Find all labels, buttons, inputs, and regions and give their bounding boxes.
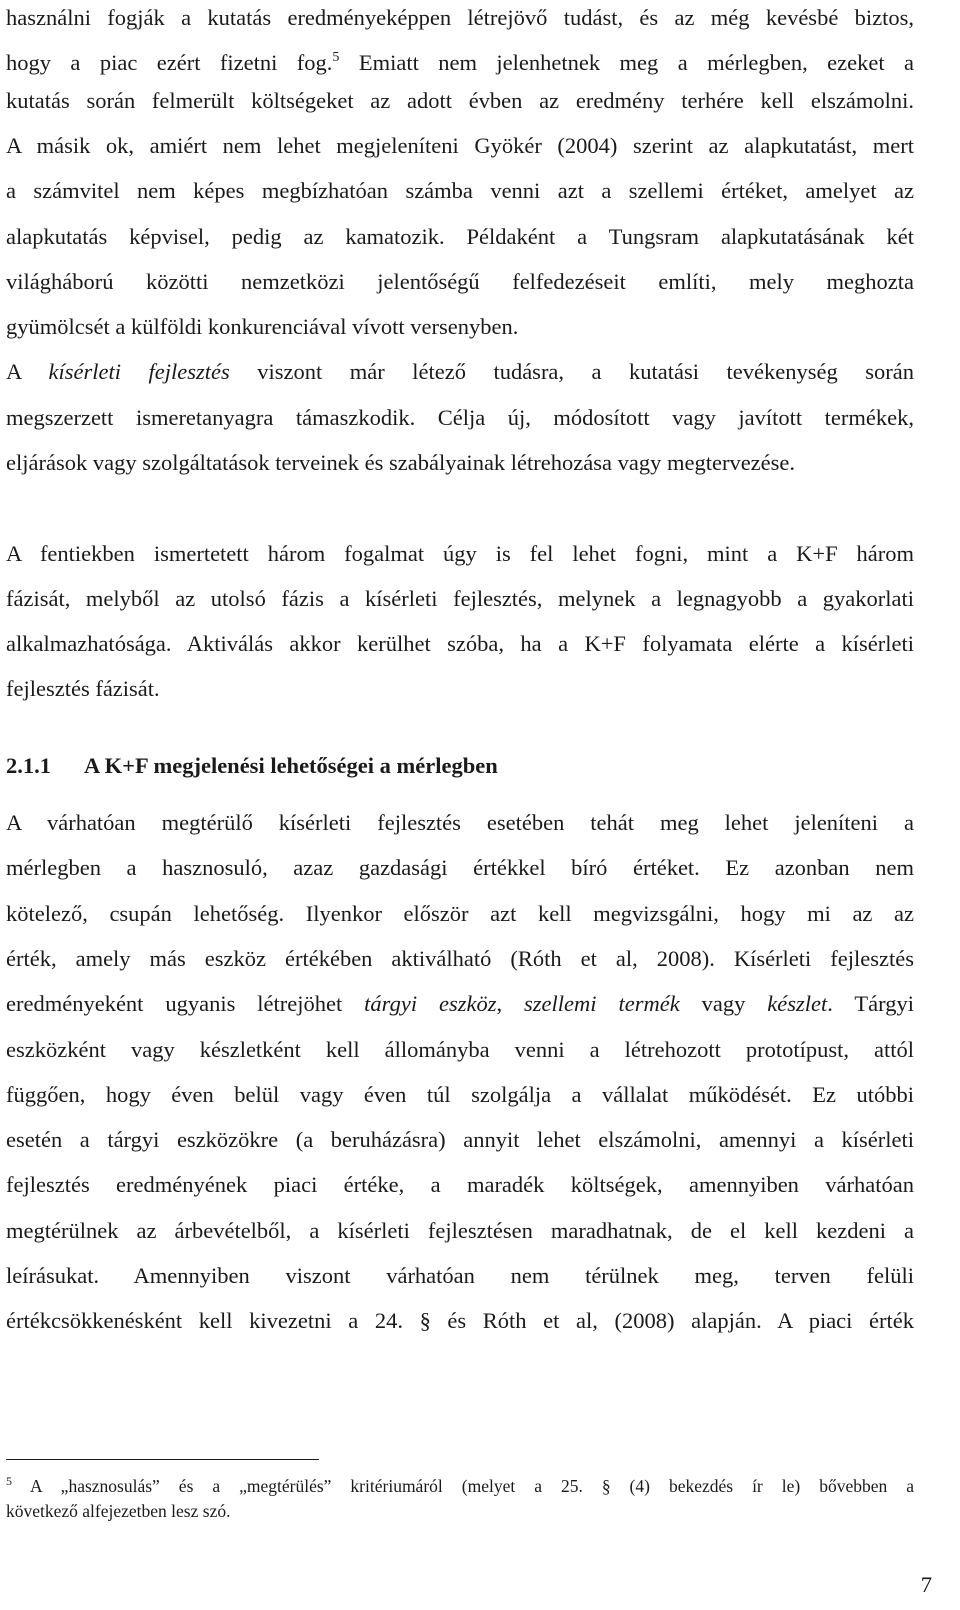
section-line: A várhatóan megtérülő kísérleti fejlesztés esetében tehát meg lehet jeleníteni a — [6, 810, 914, 835]
section-line: értékcsökkenésként kell kivezetni a 24. § és Róth et al, (2008) alapján. A piaci érték — [6, 1308, 914, 1333]
body-line: használni fogják a kutatás eredményeképpen létrejövő tudást, és az még kevésbé biztos, — [6, 5, 914, 30]
body-line: fázisát, melyből az utolsó fázis a kísérleti fejlesztés, melynek a legnagyobb a gyakorlati — [6, 586, 914, 611]
section-line: fejlesztés eredményének piaci értéke, a maradék költségek, amennyiben várhatóan — [6, 1172, 914, 1197]
body-line: a számvitel nem képes megbízhatóan számba venni azt a szellemi értéket, amelyet az — [6, 178, 914, 203]
emphasis-term: kísérleti fejlesztés — [48, 359, 230, 384]
section-title: A K+F megjelenési lehetőségei a mérlegben — [84, 753, 498, 778]
footnote-separator — [6, 1459, 319, 1460]
body-line: fejlesztés fázisát. — [6, 676, 160, 701]
body-line: világháború közötti nemzetközi jelentőségű felfedezéseit említi, mely meghozta — [6, 269, 914, 294]
section-line: megtérülnek az árbevételből, a kísérleti fejlesztésen maradhatnak, de el kell kezdeni a — [6, 1218, 914, 1243]
section-line: érték, amely más eszköz értékében aktiválható (Róth et al, 2008). Kísérleti fejlesztés — [6, 946, 914, 971]
body-line: A másik ok, amiért nem lehet megjeleníteni Gyökér (2004) szerint az alapkutatást, mert — [6, 133, 914, 158]
footnote-line: következő alfejezetben lesz szó. — [6, 1501, 231, 1521]
section-line: eszközként vagy készletként kell állományba venni a létrehozott prototípust, attól — [6, 1037, 914, 1062]
footnote-line: $^5$ A „hasznosulás” és a „megtérülés” kritériumáról (melyet a 25. § (4) bekezdés ír le) bővebben a — [6, 1474, 914, 1496]
footnote-reference[interactable]: 5 — [332, 50, 340, 65]
section-line: mérlegben a hasznosuló, azaz gazdasági értékkel bíró értéket. Ez azonban nem — [6, 855, 914, 880]
section-line: esetén a tárgyi eszközökre (a beruházásra) annyit lehet elszámolni, amennyi a kísérleti — [6, 1127, 914, 1152]
body-line: A kísérleti fejlesztés viszont már létező tudásra, a kutatási tevékenység során — [6, 359, 914, 384]
section-heading — [6, 751, 914, 781]
emphasis-term: szellemi termék — [524, 991, 680, 1016]
body-line: hogy a piac ezért fizetni fog.$^5$ Emiatt nem jelenhetnek meg a mérlegben, ezeket a — [6, 50, 914, 75]
section-line: kötelező, csupán lehetőség. Ilyenkor először azt kell megvizsgálni, hogy mi az az — [6, 901, 914, 926]
section-number: 2.1.1 — [6, 753, 51, 778]
body-line: kutatás során felmerült költségeket az adott évben az eredmény terhére kell elszámolni. — [6, 88, 914, 113]
body-line: A fentiekben ismertetett három fogalmat úgy is fel lehet fogni, mint a K+F három — [6, 541, 914, 566]
page-number: 7 — [920, 1572, 932, 1597]
section-line: leírásukat. Amennyiben viszont várhatóan nem térülnek meg, terven felüli — [6, 1263, 914, 1288]
body-line: alapkutatás képvisel, pedig az kamatozik. Példaként a Tungsram alapkutatásának két — [6, 224, 914, 249]
emphasis-term: készlet — [767, 991, 828, 1016]
section-line: függően, hogy éven belül vagy éven túl szolgálja a vállalat működését. Ez utóbbi — [6, 1082, 914, 1107]
section-line: eredményeként ugyanis létrejöhet tárgyi eszköz, szellemi termék vagy készlet. Tárgyi — [6, 991, 914, 1016]
footnote-marker: 5 — [6, 1474, 12, 1488]
emphasis-term: tárgyi eszköz — [364, 991, 497, 1016]
body-line: alkalmazhatósága. Aktiválás akkor kerülhet szóba, ha a K+F folyamata elérte a kísérleti — [6, 631, 914, 656]
body-line: gyümölcsét a külföldi konkurenciával vívott versenyben. — [6, 314, 519, 339]
body-line: megszerzett ismeretanyagra támaszkodik. Célja új, módosított vagy javított termékek, — [6, 405, 914, 430]
body-line: eljárások vagy szolgáltatások terveinek és szabályainak létrehozása vagy megtervezése. — [6, 450, 796, 475]
